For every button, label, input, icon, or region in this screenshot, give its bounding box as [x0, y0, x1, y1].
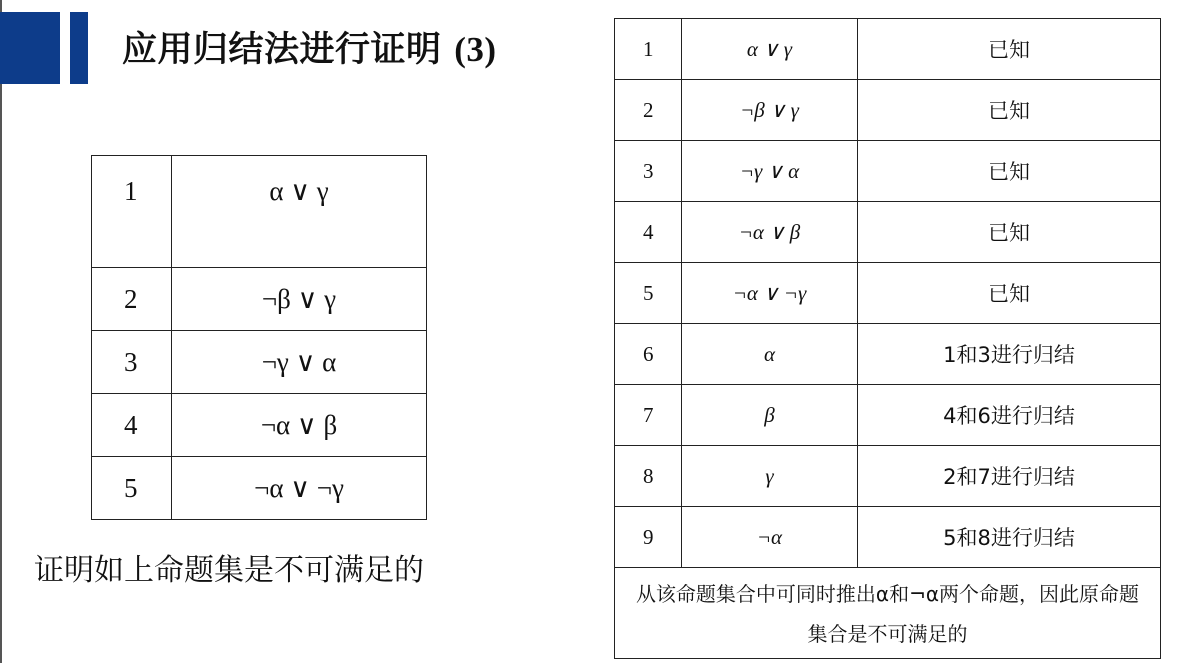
table-row	[615, 507, 1161, 568]
row-expression: ¬α ∨ ¬γ	[172, 457, 427, 520]
row-source: 已知	[858, 19, 1161, 80]
row-expression: γ	[682, 446, 858, 507]
row-index: 6	[615, 324, 682, 385]
table-row	[615, 202, 1161, 263]
resolution-table	[614, 18, 1161, 659]
row-expression: ¬β ∨ γ	[682, 80, 858, 141]
row-source: 2和7进行归结	[858, 446, 1161, 507]
row-expression: ¬β ∨ γ	[172, 268, 427, 331]
row-index: 4	[92, 394, 172, 457]
conclusion-text: 从该命题集合中可同时推出α和¬α两个命题，因此原命题集合是不可满足的	[615, 568, 1161, 659]
row-index: 9	[615, 507, 682, 568]
table-row	[92, 331, 427, 394]
row-expression: α ∨ γ	[172, 156, 427, 268]
table-row	[615, 80, 1161, 141]
row-index: 7	[615, 385, 682, 446]
table-row	[615, 324, 1161, 385]
row-source: 已知	[858, 263, 1161, 324]
row-expression: ¬α ∨ β	[172, 394, 427, 457]
page-title	[122, 22, 497, 78]
row-index: 4	[615, 202, 682, 263]
row-index: 5	[92, 457, 172, 520]
table-row	[615, 263, 1161, 324]
row-index: 8	[615, 446, 682, 507]
title-accent-bar-narrow	[70, 12, 88, 84]
row-index: 1	[615, 19, 682, 80]
row-source: 4和6进行归结	[858, 385, 1161, 446]
row-expression: ¬α ∨ β	[682, 202, 858, 263]
row-index: 2	[615, 80, 682, 141]
row-index: 3	[92, 331, 172, 394]
row-index: 5	[615, 263, 682, 324]
row-expression: β	[682, 385, 858, 446]
table-row	[92, 156, 427, 268]
page-title-text: 应用归结法进行证明	[122, 30, 442, 70]
row-source: 已知	[858, 202, 1161, 263]
row-index: 3	[615, 141, 682, 202]
title-accent-bar-wide	[0, 12, 60, 84]
caption-text: 证明如上命题集是不可满足的	[34, 553, 424, 588]
page-title-number: (3)	[454, 30, 497, 69]
table-row	[92, 394, 427, 457]
row-expression: α ∨ γ	[682, 19, 858, 80]
slide-left-border	[0, 0, 2, 663]
row-expression: ¬α ∨ ¬γ	[682, 263, 858, 324]
table-row	[615, 141, 1161, 202]
row-expression: α	[682, 324, 858, 385]
row-expression: ¬γ ∨ α	[172, 331, 427, 394]
row-index: 1	[92, 156, 172, 268]
conclusion-row	[615, 568, 1161, 659]
row-source: 1和3进行归结	[858, 324, 1161, 385]
premise-table	[91, 155, 427, 520]
table-row	[615, 19, 1161, 80]
row-source: 已知	[858, 141, 1161, 202]
row-expression: ¬γ ∨ α	[682, 141, 858, 202]
table-row	[615, 385, 1161, 446]
row-source: 已知	[858, 80, 1161, 141]
table-row	[92, 268, 427, 331]
table-row	[615, 446, 1161, 507]
row-expression: ¬α	[682, 507, 858, 568]
row-index: 2	[92, 268, 172, 331]
table-row	[92, 457, 427, 520]
row-source: 5和8进行归结	[858, 507, 1161, 568]
